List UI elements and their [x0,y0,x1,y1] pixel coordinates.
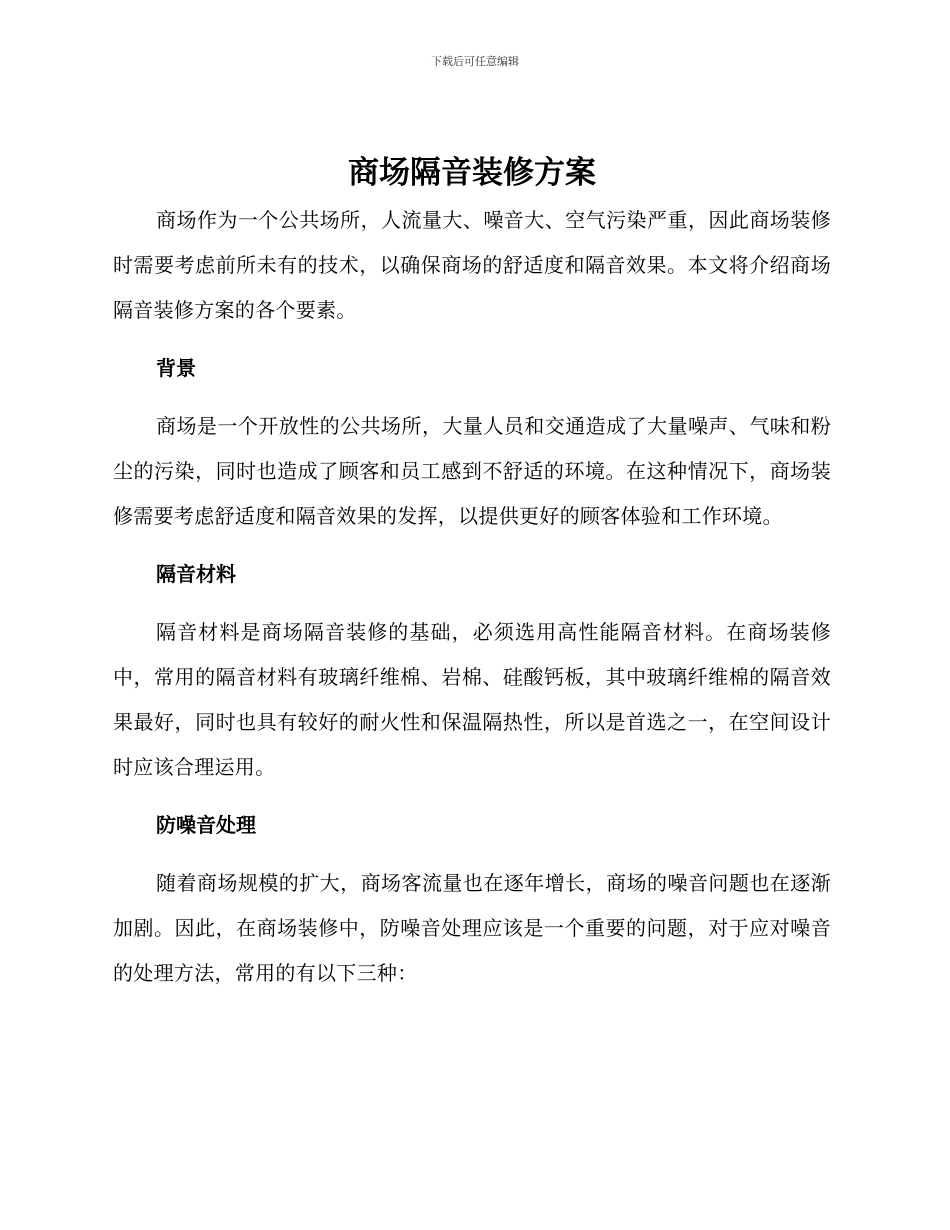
section-heading-materials: 隔音材料 [156,562,236,586]
page-header-note: 下载后可任意编辑 [431,55,519,68]
section-paragraph-background: 商场是一个开放性的公共场所，大量人员和交通造成了大量噪声、气味和粉尘的污染，同时也造成了顾客和员工感到不舒适的环境。在这种情况下，商场装修需要考虑舒适度和隔音效果的发挥，以提供更好的顾客体验和工作环境。 [113,414,831,528]
spacer [113,597,831,610]
document-title: 商场隔音装修方案 [348,155,596,191]
spacer [113,333,831,346]
section-paragraph-materials: 隔音材料是商场隔音装修的基础，必须选用高性能隔音材料。在商场装修中，常用的隔音材料有玻璃纤维棉、岩棉、硅酸钙板，其中玻璃纤维棉的隔音效果最好，同时也具有较好的耐火性和保温隔热性，所以是首选之一，在空间设计时应该合理运用。 [113,620,831,779]
spacer [113,848,831,861]
section-heading-noise: 防噪音处理 [156,813,256,837]
section-paragraph-noise: 随着商场规模的扩大，商场客流量也在逐年增长，商场的噪音问题也在逐渐加剧。因此，在商场装修中，防噪音处理应该是一个重要的问题，对于应对噪音的处理方法，常用的有以下三种： [113,871,831,985]
spacer [113,391,831,404]
spacer [113,539,831,552]
document-body [113,148,831,996]
intro-paragraph: 商场作为一个公共场所，人流量大、噪音大、空气污染严重，因此商场装修时需要考虑前所未有的技术，以确保商场的舒适度和隔音效果。本文将介绍商场隔音装修方案的各个要素。 [113,208,831,322]
section-heading-background: 背景 [156,356,196,380]
spacer [113,790,831,803]
